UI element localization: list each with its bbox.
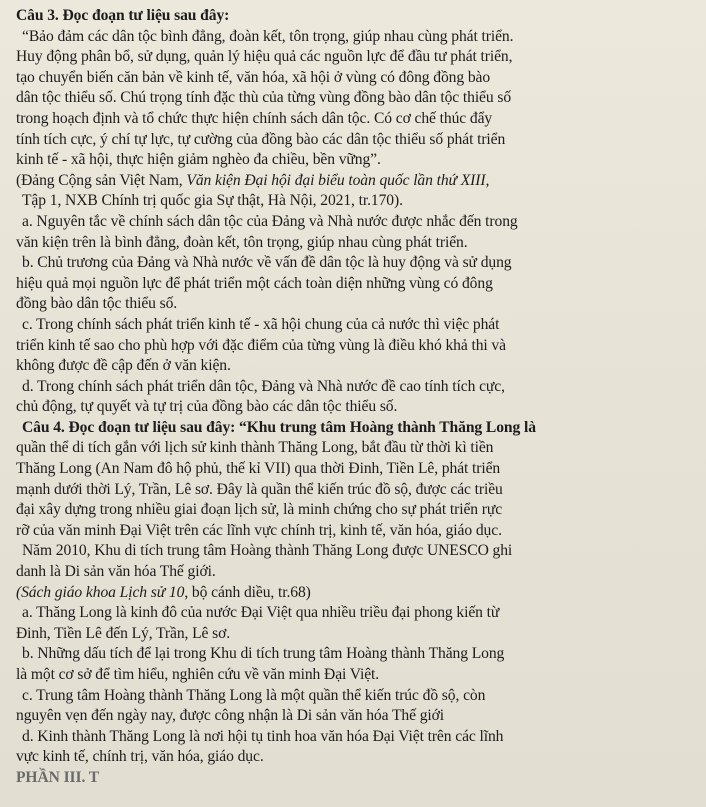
q3-passage-line: kinh tế - xã hội, thực hiện giảm nghèo đa chiều, bền vững”. — [16, 151, 381, 169]
q3-option-d-cont: chủ động, tự quyết và tự trị của đồng bào các dân tộc thiểu số. — [16, 398, 398, 416]
q3-passage-line: dân tộc thiểu số. Chú trọng tính đặc thù của từng vùng đồng bào dân tộc thiểu số — [16, 89, 512, 107]
q4-passage-line: Thăng Long (An Nam đô hộ phủ, thế kỉ VII) qua thời Đinh, Tiền Lê, phát triển — [16, 460, 501, 478]
q3-passage-line: tạo chuyển biến căn bản về kinh tế, văn hóa, xã hội ở vùng có đông đồng bào — [16, 68, 491, 86]
q3-passage-line: Huy động phân bổ, sử dụng, quản lý hiệu quả các nguồn lực để đầu tư phát triển, — [16, 48, 513, 66]
q3-source-citation — [16, 171, 696, 192]
q3-option-b-cont: hiệu quả mọi nguồn lực để phát triển một cách toàn diện những vùng có đông — [16, 274, 493, 292]
q4-passage-line: đại xây dựng trong nhiều giai đoạn lịch sử, là minh chứng cho sự phát triển rực — [16, 501, 503, 519]
q3-source-prefix: (Đảng Cộng sản Việt Nam, — [16, 171, 187, 189]
q3-source-line: Tập 1, NXB Chính trị quốc gia Sự thật, Hà Nội, 2021, tr.170). — [22, 192, 403, 210]
q3-option-a-cont: văn kiện trên là bình đẳng, đoàn kết, tôn trọng, giúp nhau cùng phát triển. — [16, 233, 468, 251]
question-4-title: Câu 4. Đọc đoạn tư liệu sau đây: “Khu trung tâm Hoàng thành Thăng Long là — [22, 418, 536, 436]
q4-passage-line: rỡ của văn minh Đại Việt trên các lĩnh vực chính trị, kinh tế, văn hóa, giáo dục. — [16, 521, 502, 539]
q4-option-a-cont: Đinh, Tiền Lê đến Lý, Trần, Lê sơ. — [16, 624, 231, 642]
q3-option-a: a. Nguyên tắc về chính sách dân tộc của Đảng và Nhà nước được nhắc đến trong — [22, 212, 518, 230]
q3-option-c-cont: triển kinh tế sao cho phù hợp với đặc điểm của từng vùng là điều khó khả thi và — [16, 336, 506, 354]
q4-option-d: d. Kinh thành Thăng Long là nơi hội tụ tinh hoa văn hóa Đại Việt trên các lĩnh — [22, 727, 504, 745]
question-3-title: Câu 3. Đọc đoạn tư liệu sau đây: — [16, 7, 230, 24]
q3-option-d: d. Trong chính sách phát triển dân tộc, Đảng và Nhà nước đề cao tính tích cực, — [22, 377, 505, 395]
q3-option-b-cont: đồng bào dân tộc thiểu số. — [16, 295, 178, 313]
q3-option-c-cont: không được đề cập đến ở văn kiện. — [16, 357, 231, 375]
q4-option-c: c. Trung tâm Hoàng thành Thăng Long là một quần thể kiến trúc đồ sộ, còn — [22, 686, 486, 704]
q3-passage-line: “Bảo đảm các dân tộc bình đẳng, đoàn kết, tôn trọng, giúp nhau cùng phát triển. — [22, 27, 514, 45]
next-section-fragment: PHẦN III. T — [16, 768, 100, 786]
q4-source-citation — [16, 583, 696, 604]
q3-option-c: c. Trong chính sách phát triển kinh tế - xã hội chung của cả nước thì việc phát — [22, 315, 500, 333]
q4-source-rest: , bộ cánh diều, tr.68) — [184, 583, 311, 601]
q4-passage-line: Năm 2010, Khu di tích trung tâm Hoàng thành Thăng Long được UNESCO ghi — [22, 542, 513, 560]
q4-passage-line: danh là Di sản văn hóa Thế giới. — [16, 563, 216, 581]
q4-option-b-cont: là một cơ sở để tìm hiểu, nghiên cứu về văn minh Đại Việt. — [16, 666, 380, 683]
q4-option-c-cont: nguyên vẹn đến ngày nay, được công nhận là Di sản văn hóa Thế giới — [16, 707, 444, 725]
q4-option-b: b. Những dấu tích để lại trong Khu di tích trung tâm Hoàng thành Thăng Long — [22, 645, 505, 663]
q3-option-b: b. Chủ trương của Đảng và Nhà nước về vấn đề dân tộc là huy động và sử dụng — [22, 254, 512, 272]
q3-source-title: Văn kiện Đại hội đại biểu toàn quốc lần thứ XIII, — [186, 171, 490, 189]
q4-option-d-cont: vực kinh tế, chính trị, văn hóa, giáo dục. — [16, 748, 264, 766]
q4-option-a: a. Thăng Long là kinh đô của nước Đại Việt qua nhiều triều đại phong kiến từ — [22, 604, 500, 622]
q4-passage-line: mạnh dưới thời Lý, Trần, Lê sơ. Đây là quần thể kiến trúc đồ sộ, được các triều — [16, 480, 503, 498]
q4-passage-line: quần thể di tích gắn với lịch sử kinh thành Thăng Long, bắt đầu từ thời kì tiền — [16, 439, 494, 457]
q3-passage-line: trong hoạch định và tổ chức thực hiện chính sách dân tộc. Có cơ chế thúc đẩy — [16, 109, 493, 127]
q3-passage-line: tính tích cực, ý chí tự lực, tự cường của đồng bào các dân tộc thiểu số phát triển — [16, 130, 506, 148]
q4-source-title: (Sách giáo khoa Lịch sử 10 — [16, 583, 185, 601]
